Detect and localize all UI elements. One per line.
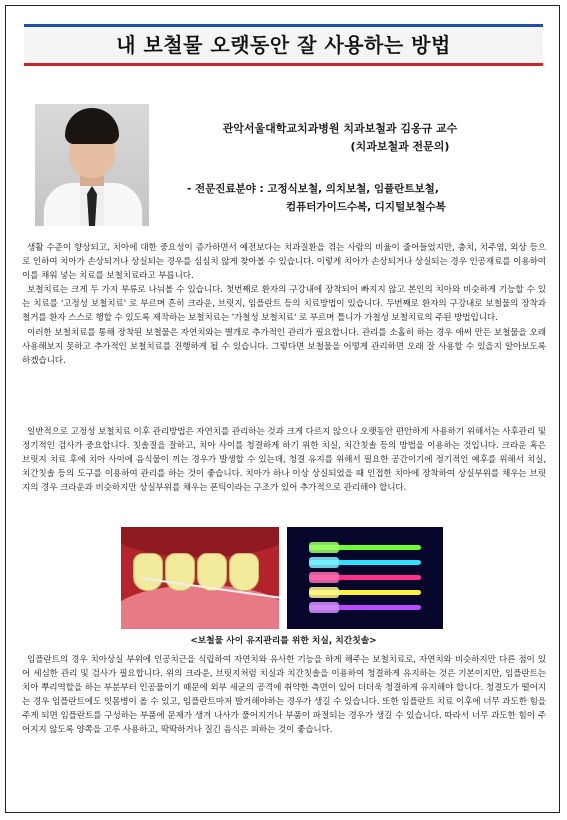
paragraph: 이러한 보철치료를 통해 장착된 보철물은 자연치와는 별개로 추가적인 관리가 필요합니다. 관리를 소홀히 하는 경우 애써 만든 보철물을 오래 사용해보지 못하고 추가적인 보철치료를 진행하게 될 수 있습니다. 그렇다면 보철물을 어떻게 관리하면 오래 잘 사용할 수 있을지 알아보도록 하겠습니다. bbox=[22, 327, 546, 366]
paragraph: 임플란트의 경우 치아상실 부위에 인공치근을 식립하여 자연치와 유사한 기능을 하게 해주는 보철치료로, 자연치와 비슷하지만 다른 점이 있어 세심한 관리 및 검사가 필요합니다. 위의 크라운, 브릿지처럼 치실과 치간칫솔을 이용하여 청결하게 유지하는 것은 기본이지만, 임플란트는 치아 뿌리역할을 하는 부분부터 인공물이기 때문에 외부 세균의 공격에 취약한 측면이 있어 더더욱 청결하게 유지해야 합니다. 청결도가 떨어지는 경우 임플란트에도 잇몸병이 올 수 있고, 임플란트마저 발거해야하는 경우가 생길 수 있습니다. 또한 임플란트 치료 이후에 너무 과도한 힘을 주게 되면 임플란트를 구성하는 부품에 문제가 생겨 나사가 풀어지거나 부품이 파절되는 경우가 생길 수 있습니다. 따라서 너무 과도한 힘이 주어지지 않도록 양쪽을 고루 사용하고, 딱딱하거나 질긴 음식은 피하는 것이 좋습니다. bbox=[22, 655, 546, 736]
author-title: (치과보철과 전문의) bbox=[350, 140, 450, 153]
paragraph: 일반적으로 고정성 보철치료 이후 관리방법은 자연치를 관리하는 것과 크게 다르지 않으나 오랫동안 편안하게 사용하기 위해서는 사후관리 및 정기적인 검사가 중요합니다. 칫솔질을 잘하고, 치아 사이를 청결하게 하기 위한 치실, 치간칫솔 등의 방법을 이용하는 것입니다. 크라운 혹은 브릿지 치료 후에 치아 사이에 음식물이 끼는 경우가 발생할 수 있는데, 청결 유지를 위해서 필요한 공간이기에 정기적인 예후를 위해서 치실, 치간칫솔 등의 도구를 이용하여 관리를 하는 것이 좋습니다. 치아가 하나 이상 상실되었을 때 인접한 치아에 장착하여 상실부위를 채우는 브릿지의 경우 크라운과 비슷하지만 상실부위를 채우는 폰틱이라는 구조가 있어 추가적으로 관리해야 합니다. bbox=[22, 427, 546, 494]
title-banner bbox=[24, 24, 543, 66]
image-caption: <보철물 사이 유지관리를 위한 치실, 치간칫솔> bbox=[190, 636, 377, 646]
author-block bbox=[170, 120, 510, 156]
specialty-line-1: - 전문진료분야 : 고정식보철, 의치보철, 임플란트보철, bbox=[187, 183, 439, 195]
section-implant bbox=[22, 653, 546, 738]
dental-floss-photo-icon bbox=[121, 527, 279, 629]
author-name: 관악서울대학교치과병원 치과보철과 김옹규 교수 bbox=[222, 122, 458, 135]
interdental-brushes-photo-icon bbox=[287, 527, 443, 629]
doctor-portrait-icon bbox=[35, 104, 149, 226]
specialty-block bbox=[187, 180, 446, 216]
section-intro bbox=[22, 241, 546, 368]
paragraph: 생활 수준이 향상되고, 치아에 대한 중요성이 증가하면서 예전보다는 치과질환을 겪는 사람의 비율이 줄어들었지만, 충치, 치주염, 외상 등으로 인하여 치아가 손상되거나 상실되는 경우를 심심치 않게 찾아볼 수 있습니다. 이렇게 치아가 손상되거나 상실되는 경우 인공재료를 이용하여 이를 채워 넣는 치료를 보철치료라고 부릅니다. bbox=[22, 243, 546, 282]
page-title: 내 보철물 오랫동안 잘 사용하는 방법 bbox=[116, 33, 451, 57]
specialty-line-2: 컴퓨터가이드수복, 디지털보철수복 bbox=[286, 201, 446, 213]
paragraph: 보철치료는 크게 두 가지 부류로 나눠볼 수 있습니다. 첫번째로 환자의 구강내에 장착되어 빠지지 않고 본인의 치아와 비슷하게 기능할 수 있는 치료를 '고정성 보철치료' 로 부르며 흔히 크라운, 브릿지, 임플란트 등의 치료방법이 있습니다. 두번째로 환자의 구강내로 보철물의 장착과 철거를 환자 스스로 행할 수 있도록 제작하는 보철치료는 '가철성 보철치료' 로 부르며 틀니가 가철성 보철치료의 주된 방법입니다. bbox=[22, 285, 546, 324]
section-fixed-prosthesis bbox=[22, 425, 546, 495]
